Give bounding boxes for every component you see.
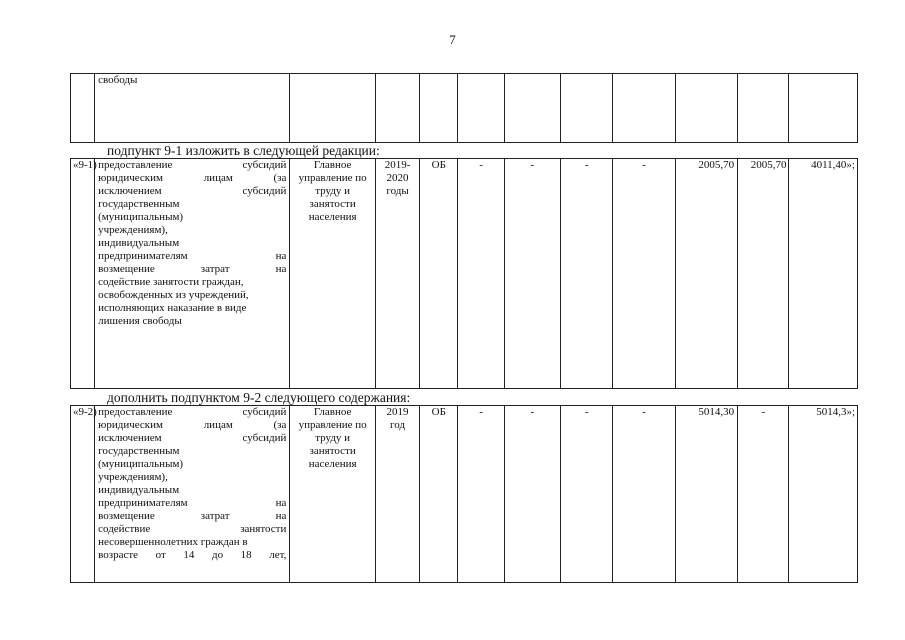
description-line: возмещение затрат на: [98, 510, 287, 522]
dash-cell: -: [458, 159, 504, 389]
executor-line: населения: [308, 458, 357, 470]
row-9-1-table: [70, 158, 858, 389]
description-line: юридическим лицам (за: [98, 419, 287, 431]
description-cell: [95, 159, 290, 389]
row-9-2-table: [70, 405, 858, 583]
description-line: исключением субсидий: [98, 432, 287, 444]
table-row: [71, 74, 858, 143]
executor-line: труду и: [315, 432, 351, 444]
description-cell: свободы: [95, 74, 290, 143]
period-line: год: [390, 419, 406, 431]
description-line: предоставление субсидий: [98, 406, 287, 418]
source-cell: ОБ: [420, 159, 458, 389]
description-line: государственным: [98, 445, 180, 457]
dash-cell: -: [561, 406, 613, 583]
description-line: (муниципальным): [98, 211, 184, 223]
source-cell: ОБ: [420, 406, 458, 583]
page-number: 7: [449, 32, 456, 47]
heading-subparagraph-9-1: подпункт 9-1 изложить в следующей редакции:: [107, 143, 380, 158]
executor-line: управление по: [298, 172, 367, 184]
total-cell: 4011,40»;: [789, 159, 858, 389]
description-line: возмещение затрат на: [98, 263, 287, 275]
description-text: [98, 159, 286, 328]
description-line: исключением субсидий: [98, 185, 287, 197]
value-cell: -: [738, 406, 789, 583]
description-line: индивидуальным: [98, 484, 180, 496]
value-cell: 5014,30: [675, 406, 737, 583]
description-text: [98, 406, 286, 562]
executor-line: Главное: [313, 406, 352, 418]
table-row: [71, 159, 858, 389]
executor-text: [293, 406, 372, 471]
description-line: юридическим лицам (за: [98, 172, 287, 184]
description-line: предпринимателям на: [98, 497, 287, 509]
row-number: «9-1): [71, 159, 95, 389]
period-cell: [375, 159, 419, 389]
table-row: [71, 406, 858, 583]
dash-cell: -: [458, 406, 504, 583]
description-line: лишения свободы: [98, 315, 182, 327]
period-cell: [375, 406, 419, 583]
executor-text: [293, 159, 372, 224]
value-cell: 2005,70: [738, 159, 789, 389]
number-cell: [71, 74, 95, 143]
executor-line: Главное: [313, 159, 352, 171]
period-line: годы: [386, 185, 409, 197]
dash-cell: -: [504, 406, 560, 583]
description-line: содействие занятости граждан,: [98, 276, 244, 288]
period-line: 2019-: [384, 159, 411, 171]
period-text: [379, 406, 416, 432]
description-line: возрасте от 14 до 18 лет,: [98, 549, 287, 561]
period-line: 2019: [386, 406, 409, 418]
description-line: предоставление субсидий: [98, 159, 287, 171]
executor-line: труду и: [315, 185, 351, 197]
executor-cell: [290, 159, 376, 389]
dash-cell: -: [613, 406, 675, 583]
description-line: предпринимателям на: [98, 250, 287, 262]
continuation-table: [70, 73, 858, 143]
description-line: (муниципальным): [98, 458, 184, 470]
value-cell: 2005,70: [675, 159, 737, 389]
dash-cell: -: [561, 159, 613, 389]
executor-line: занятости: [309, 198, 356, 210]
description-line: государственным: [98, 198, 180, 210]
description-line: исполняющих наказание в виде: [98, 302, 247, 314]
description-line: содействие занятости: [98, 523, 287, 535]
row-number: «9-2): [71, 406, 95, 583]
description-line: освобожденных из учреждений,: [98, 289, 249, 301]
executor-line: населения: [308, 211, 357, 223]
period-text: [379, 159, 416, 198]
description-line: индивидуальным: [98, 237, 180, 249]
executor-cell: [290, 406, 376, 583]
dash-cell: -: [613, 159, 675, 389]
description-cell: [95, 406, 290, 583]
description-line: учреждениям),: [98, 471, 168, 483]
period-line: 2020: [386, 172, 409, 184]
executor-line: управление по: [298, 419, 367, 431]
executor-line: занятости: [309, 445, 356, 457]
dash-cell: -: [504, 159, 560, 389]
description-line: несовершеннолетних граждан в: [98, 536, 248, 548]
description-line: учреждениям),: [98, 224, 168, 236]
total-cell: 5014,3»;: [789, 406, 858, 583]
heading-subparagraph-9-2: дополнить подпунктом 9-2 следующего содержания:: [107, 390, 411, 405]
